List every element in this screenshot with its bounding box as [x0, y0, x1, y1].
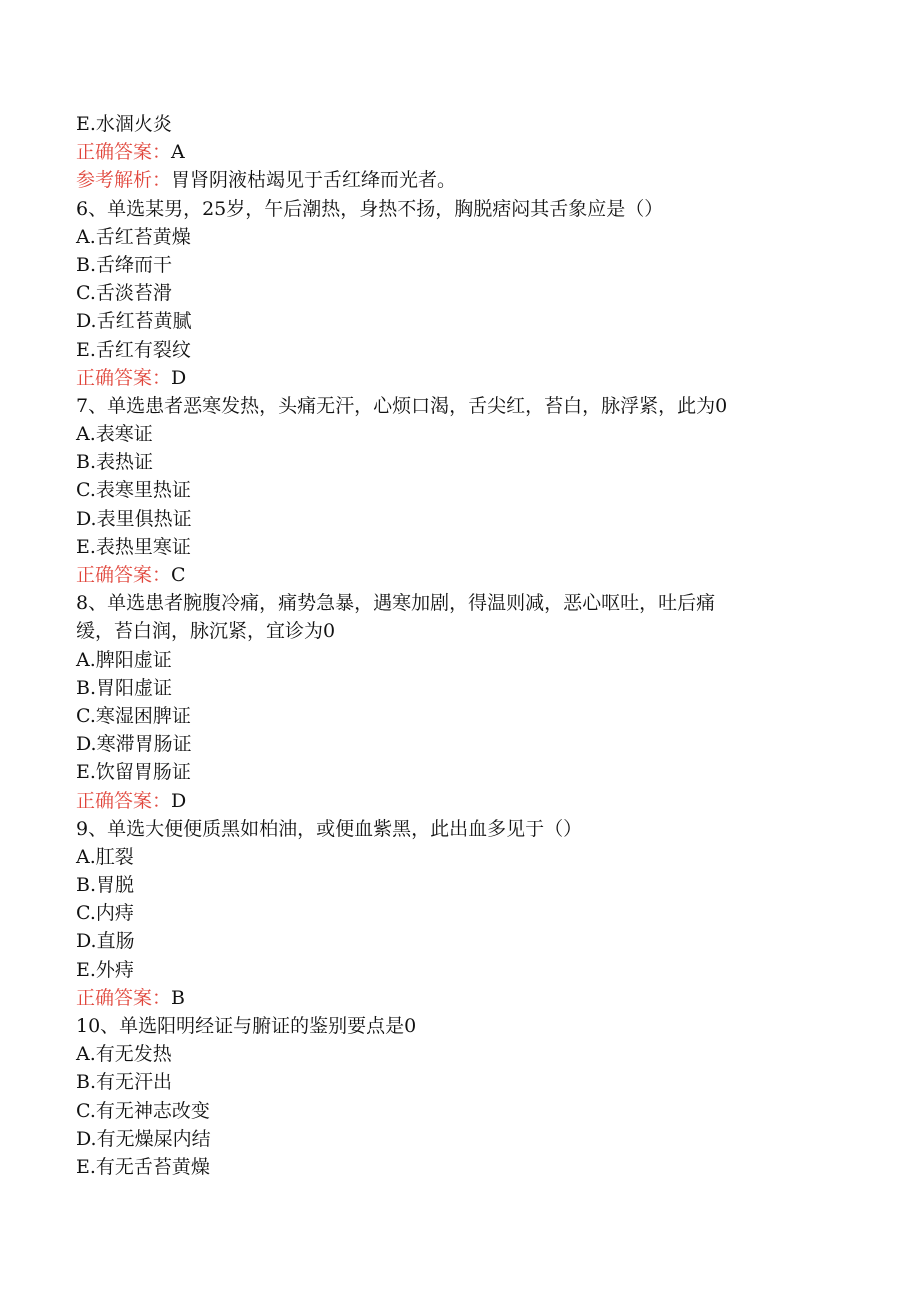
question-block [76, 815, 856, 1012]
question-option: A.舌红苔黄燥 [76, 225, 191, 248]
question-stem: 缓，苔白润，脉沉紧，宜诊为0 [76, 620, 336, 643]
lead-option-e: E.水涸火炎 [76, 113, 172, 135]
lead-answer [76, 138, 856, 166]
question-option: D.直肠 [76, 930, 135, 953]
question-option: B.表热证 [76, 451, 154, 474]
question-option: E.外痔 [76, 958, 134, 981]
question-option: B.胃脱 [76, 874, 135, 897]
question-option: D.舌红苔黄腻 [76, 310, 192, 333]
lead-analysis [76, 166, 856, 194]
question-option: D.表里俱热证 [76, 507, 192, 530]
question-option: A.表寒证 [76, 423, 153, 446]
question-block [76, 195, 856, 392]
document-page [76, 110, 856, 1181]
answer-label: 正确答案： [76, 789, 172, 812]
answer-value: D [171, 366, 187, 389]
question-answer [76, 561, 856, 589]
question-option: C.表寒里热证 [76, 479, 191, 502]
question-list [76, 195, 856, 1182]
question-stem: 8、单选患者腕腹冷痛，痛势急暴，遇寒加剧，得温则减，恶心呕吐，吐后痛 [76, 592, 716, 615]
analysis-text: 胃肾阴液枯竭见于舌红绛而光者。 [171, 169, 457, 192]
question-option: D.寒滞胃肠证 [76, 733, 192, 756]
answer-label: 正确答案： [76, 564, 172, 586]
answer-label: 正确答案： [76, 141, 172, 164]
question-answer [76, 984, 856, 1012]
question-option: C.舌淡苔滑 [76, 282, 172, 305]
question-option: B.舌绛而干 [76, 253, 173, 276]
answer-value: D [171, 789, 187, 812]
question-block [76, 392, 856, 589]
question-option: D.有无燥屎内结 [76, 1127, 211, 1150]
question-stem: 10、单选阳明经证与腑证的鉴别要点是0 [76, 1015, 417, 1037]
question-stem: 9、单选大便便质黑如柏油，或便血紫黑，此出血多见于（） [76, 817, 583, 840]
question-option: A.有无发热 [76, 1043, 172, 1066]
question-option: E.饮留胃肠证 [76, 761, 191, 784]
question-answer [76, 364, 856, 392]
question-stem: 6、单选某男，25岁，午后潮热，身热不扬，胸脱痞闷其舌象应是（） [76, 197, 664, 220]
question-option: A.脾阳虚证 [76, 648, 172, 671]
question-option: B.有无汗出 [76, 1071, 173, 1094]
question-option: A.肛裂 [76, 845, 134, 868]
answer-value: B [171, 986, 185, 1009]
question-option: E.舌红有裂纹 [76, 338, 191, 361]
question-stem: 7、单选患者恶寒发热，头痛无汗，心烦口渴，舌尖红，苔白，脉浮紧，此为0 [76, 394, 728, 417]
question-option: C.有无神志改变 [76, 1099, 210, 1122]
question-option: E.表热里寒证 [76, 535, 191, 558]
question-option: E.有无舌苔黄燥 [76, 1155, 210, 1178]
answer-label: 正确答案： [76, 986, 172, 1009]
question-block [76, 589, 856, 815]
answer-value: C [171, 564, 186, 586]
answer-value: A [171, 141, 185, 164]
question-block [76, 1012, 856, 1181]
question-option: C.内痔 [76, 902, 134, 925]
analysis-label: 参考解析： [76, 169, 172, 192]
question-option: C.寒湿困脾证 [76, 704, 191, 727]
question-answer [76, 787, 856, 815]
question-option: B.胃阳虚证 [76, 676, 173, 699]
answer-label: 正确答案： [76, 366, 172, 389]
